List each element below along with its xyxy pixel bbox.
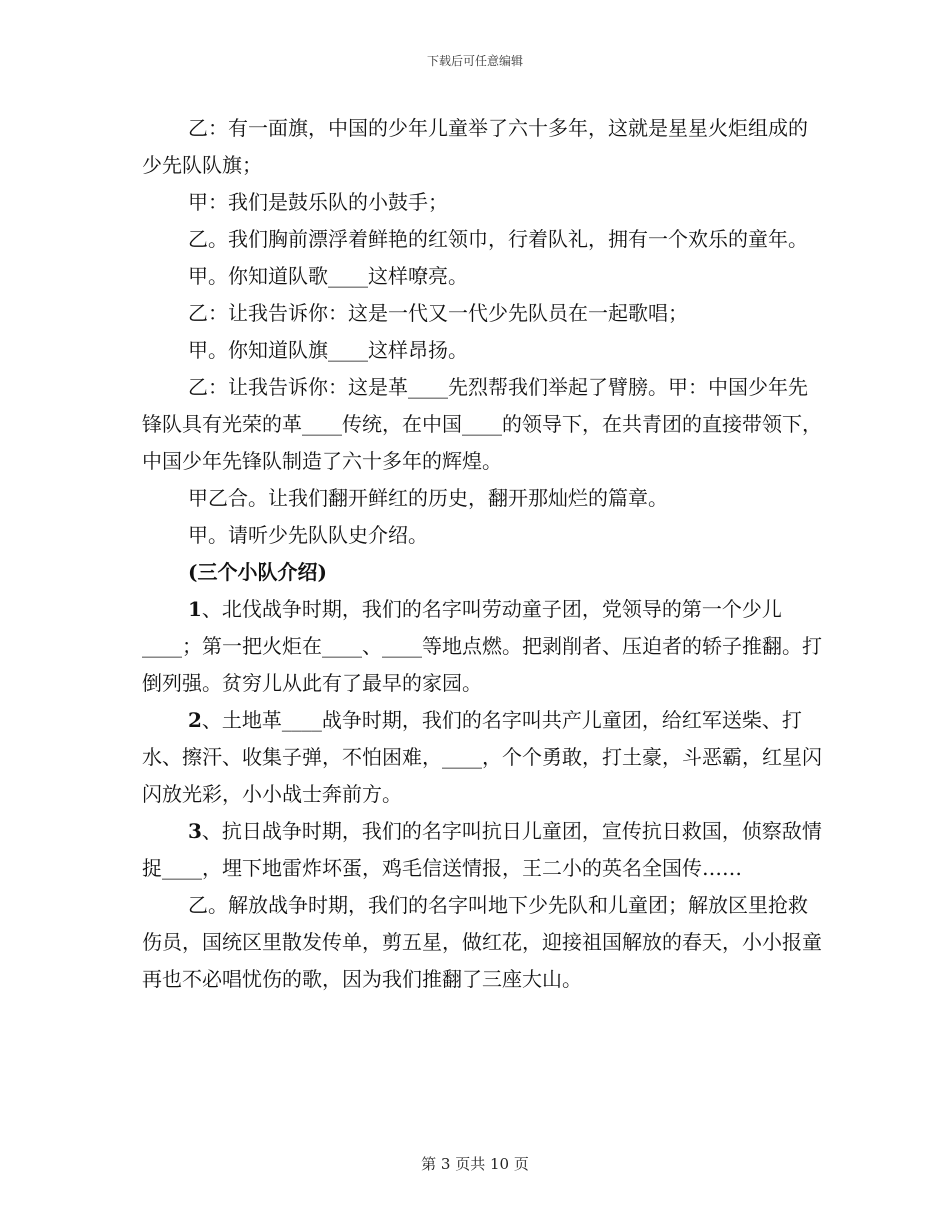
squad-number: 3 [188, 819, 202, 843]
page-footer: 第 3 页共 10 页 [421, 1155, 529, 1173]
dialogue-paragraph: 甲。你知道队歌____这样嘹亮。 [188, 264, 468, 288]
squad-text: 、北伐战争时期，我们的名字叫劳动童子团，党领导的第一个少儿____；第一把火炬在____、____等地点燃。把剥削者、压迫者的轿子推翻。打倒列强。贫穷儿从此有了最早的家园。 [142, 597, 822, 695]
squad-paragraph [142, 813, 827, 887]
dialogue-paragraph: 乙：让我告诉你：这是革____先烈帮我们举起了臂膀。甲：中国少年先锋队具有光荣的革____传统，在中国____的领导下，在共青团的直接带领下，中国少年先锋队制造了六十多年的辉煌。 [142, 375, 822, 473]
squad-number: 2 [188, 708, 202, 732]
dialogue-paragraph: 乙：让我告诉你：这是一代又一代少先队员在一起歌唱； [188, 301, 688, 325]
dialogue-paragraph: 甲：我们是鼓乐队的小鼓手； [188, 190, 448, 214]
dialogue-paragraph: 甲。你知道队旗____这样昂扬。 [188, 338, 468, 362]
squad-paragraph [142, 702, 827, 813]
squad-number: 1 [188, 597, 202, 621]
squad-text: 、土地革____战争时期，我们的名字叫共产儿童团，给红军送柴、打水、擦汗、收集子弹，不怕困难，____，个个勇敢，打土豪，斗恶霸，红星闪闪放光彩，小小战士奔前方。 [142, 708, 822, 806]
squad-text: 、抗日战争时期，我们的名字叫抗日儿童团，宣传抗日救国，侦察敌情捉____，埋下地雷炸坏蛋，鸡毛信送情报，王二小的英名全国传…… [142, 819, 822, 880]
squad-paragraph [142, 591, 827, 702]
dialogue-paragraph: 甲。请听少先队队史介绍。 [188, 523, 428, 547]
dialogue-paragraph: 甲乙合。让我们翻开鲜红的历史，翻开那灿烂的篇章。 [188, 486, 668, 510]
dialogue-paragraph: 乙：有一面旗，中国的少年儿童举了六十多年，这就是星星火炬组成的少先队队旗； [142, 116, 808, 177]
section-heading: (三个小队介绍) [188, 560, 327, 584]
closing-paragraph: 乙。解放战争时期，我们的名字叫地下少先队和儿童团；解放区里抢救伤员，国统区里散发传单，剪五星，做红花，迎接祖国解放的春天，小小报童再也不必唱忧伤的歌，因为我们推翻了三座大山。 [142, 893, 822, 991]
page-header: 下载后可任意编辑 [426, 54, 523, 68]
document-body [142, 110, 827, 998]
dialogue-paragraph: 乙。我们胸前漂浮着鲜艳的红领巾，行着队礼，拥有一个欢乐的童年。 [188, 227, 808, 251]
